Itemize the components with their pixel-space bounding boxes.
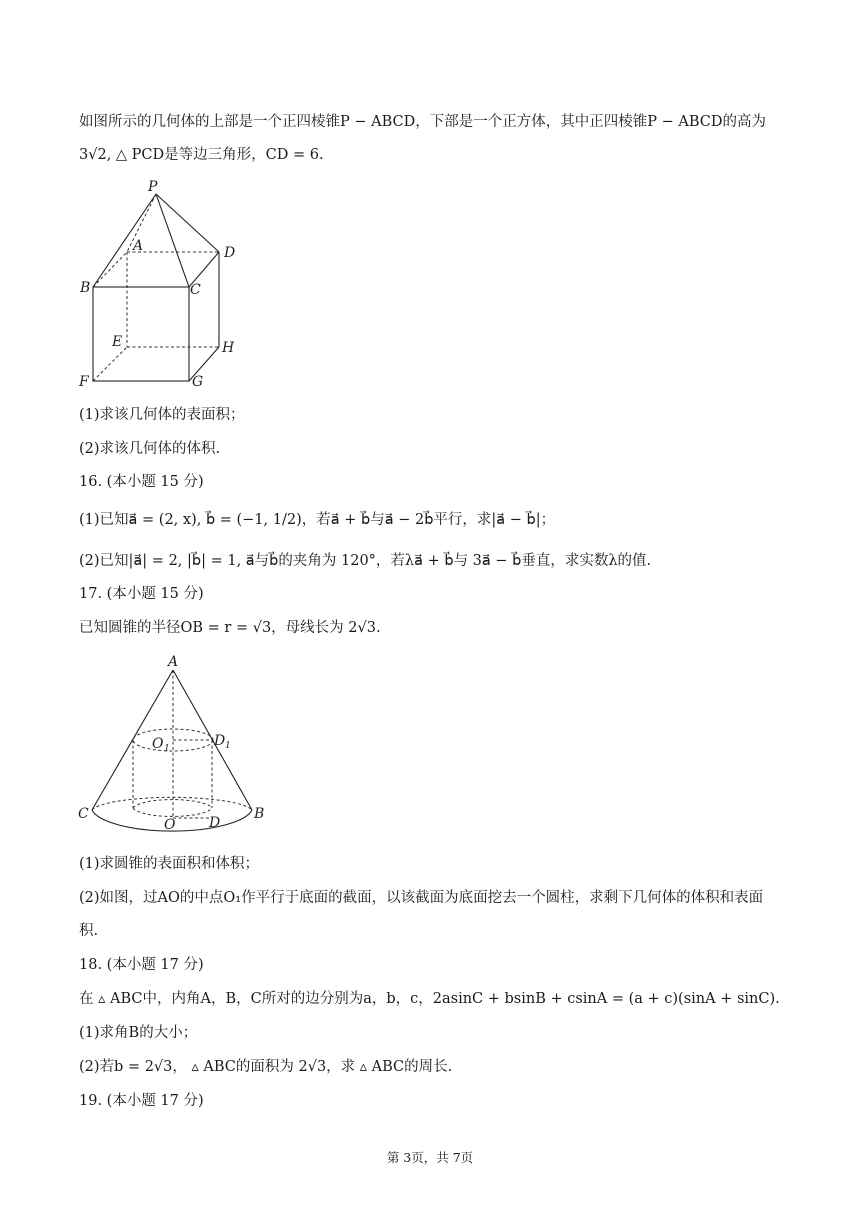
line-10: (1)求圆锥的表面积和体积； bbox=[79, 856, 260, 872]
line-2: 3√2, △ PCD是等边三角形，CD = 6. bbox=[79, 147, 324, 163]
label-o1-sub: 1 bbox=[164, 744, 170, 754]
line-6: (1)已知a⃗ = (2, x), b⃗ = (−1, 1/2)，若a⃗ + b⃗与a⃗ − 2b⃗平行，求|a⃗ − b⃗|； bbox=[79, 512, 556, 528]
label-p: P bbox=[148, 179, 158, 195]
pyramid-cube-figure bbox=[74, 174, 244, 390]
label-d1: D bbox=[214, 733, 226, 749]
label-o1: O bbox=[152, 736, 164, 752]
label-b: B bbox=[80, 280, 91, 296]
line-12: 积. bbox=[79, 923, 99, 939]
label-cone-d: D bbox=[209, 815, 221, 831]
line-9: 已知圆锥的半径OB = r = √3，母线长为 2√3. bbox=[79, 620, 381, 636]
label-cone-b: B bbox=[254, 806, 265, 822]
label-cone-c: C bbox=[78, 806, 89, 822]
label-f: F bbox=[79, 374, 89, 390]
line-5: 16. (本小题 15 分) bbox=[79, 474, 204, 490]
line-7: (2)已知|a⃗| = 2, |b⃗| = 1, a⃗与b⃗的夹角为 120°，若λa⃗ + b⃗与 3a⃗ − b⃗垂直，求实数λ的值. bbox=[79, 553, 652, 569]
line-14: 在 ▵ ABC中，内角A，B，C所对的边分别为a，b，c，2asinC + bsinB + csinA = (a + c)(sinA + sinC). bbox=[79, 991, 780, 1007]
line-15: (1)求角B的大小； bbox=[79, 1025, 198, 1041]
label-cone-a: A bbox=[168, 654, 179, 670]
page-footer: 第 3页，共 7页 bbox=[386, 1150, 474, 1165]
label-a: A bbox=[133, 238, 144, 254]
line-4: (2)求该几何体的体积. bbox=[79, 441, 221, 457]
label-g: G bbox=[192, 374, 204, 390]
line-16: (2)若b = 2√3， ▵ ABC的面积为 2√3，求 ▵ ABC的周长. bbox=[79, 1059, 453, 1075]
line-8: 17. (本小题 15 分) bbox=[79, 586, 204, 602]
line-11: (2)如图，过AO的中点O₁作平行于底面的截面，以该截面为底面挖去一个圆柱，求剩下几何体的体积和表面 bbox=[79, 890, 764, 906]
line-3: (1)求该几何体的表面积； bbox=[79, 407, 245, 423]
line-1: 如图所示的几何体的上部是一个正四棱锥P − ABCD，下部是一个正方体，其中正四棱锥P − ABCD的高为 bbox=[79, 114, 766, 130]
label-c: C bbox=[190, 282, 201, 298]
label-d: D bbox=[224, 245, 236, 261]
label-d1-sub: 1 bbox=[225, 741, 231, 751]
cone-figure bbox=[74, 650, 274, 840]
label-cone-o: O bbox=[164, 817, 176, 833]
line-17: 19. (本小题 17 分) bbox=[79, 1093, 204, 1109]
label-e: E bbox=[112, 334, 123, 350]
line-13: 18. (本小题 17 分) bbox=[79, 957, 204, 973]
label-h: H bbox=[222, 340, 235, 356]
